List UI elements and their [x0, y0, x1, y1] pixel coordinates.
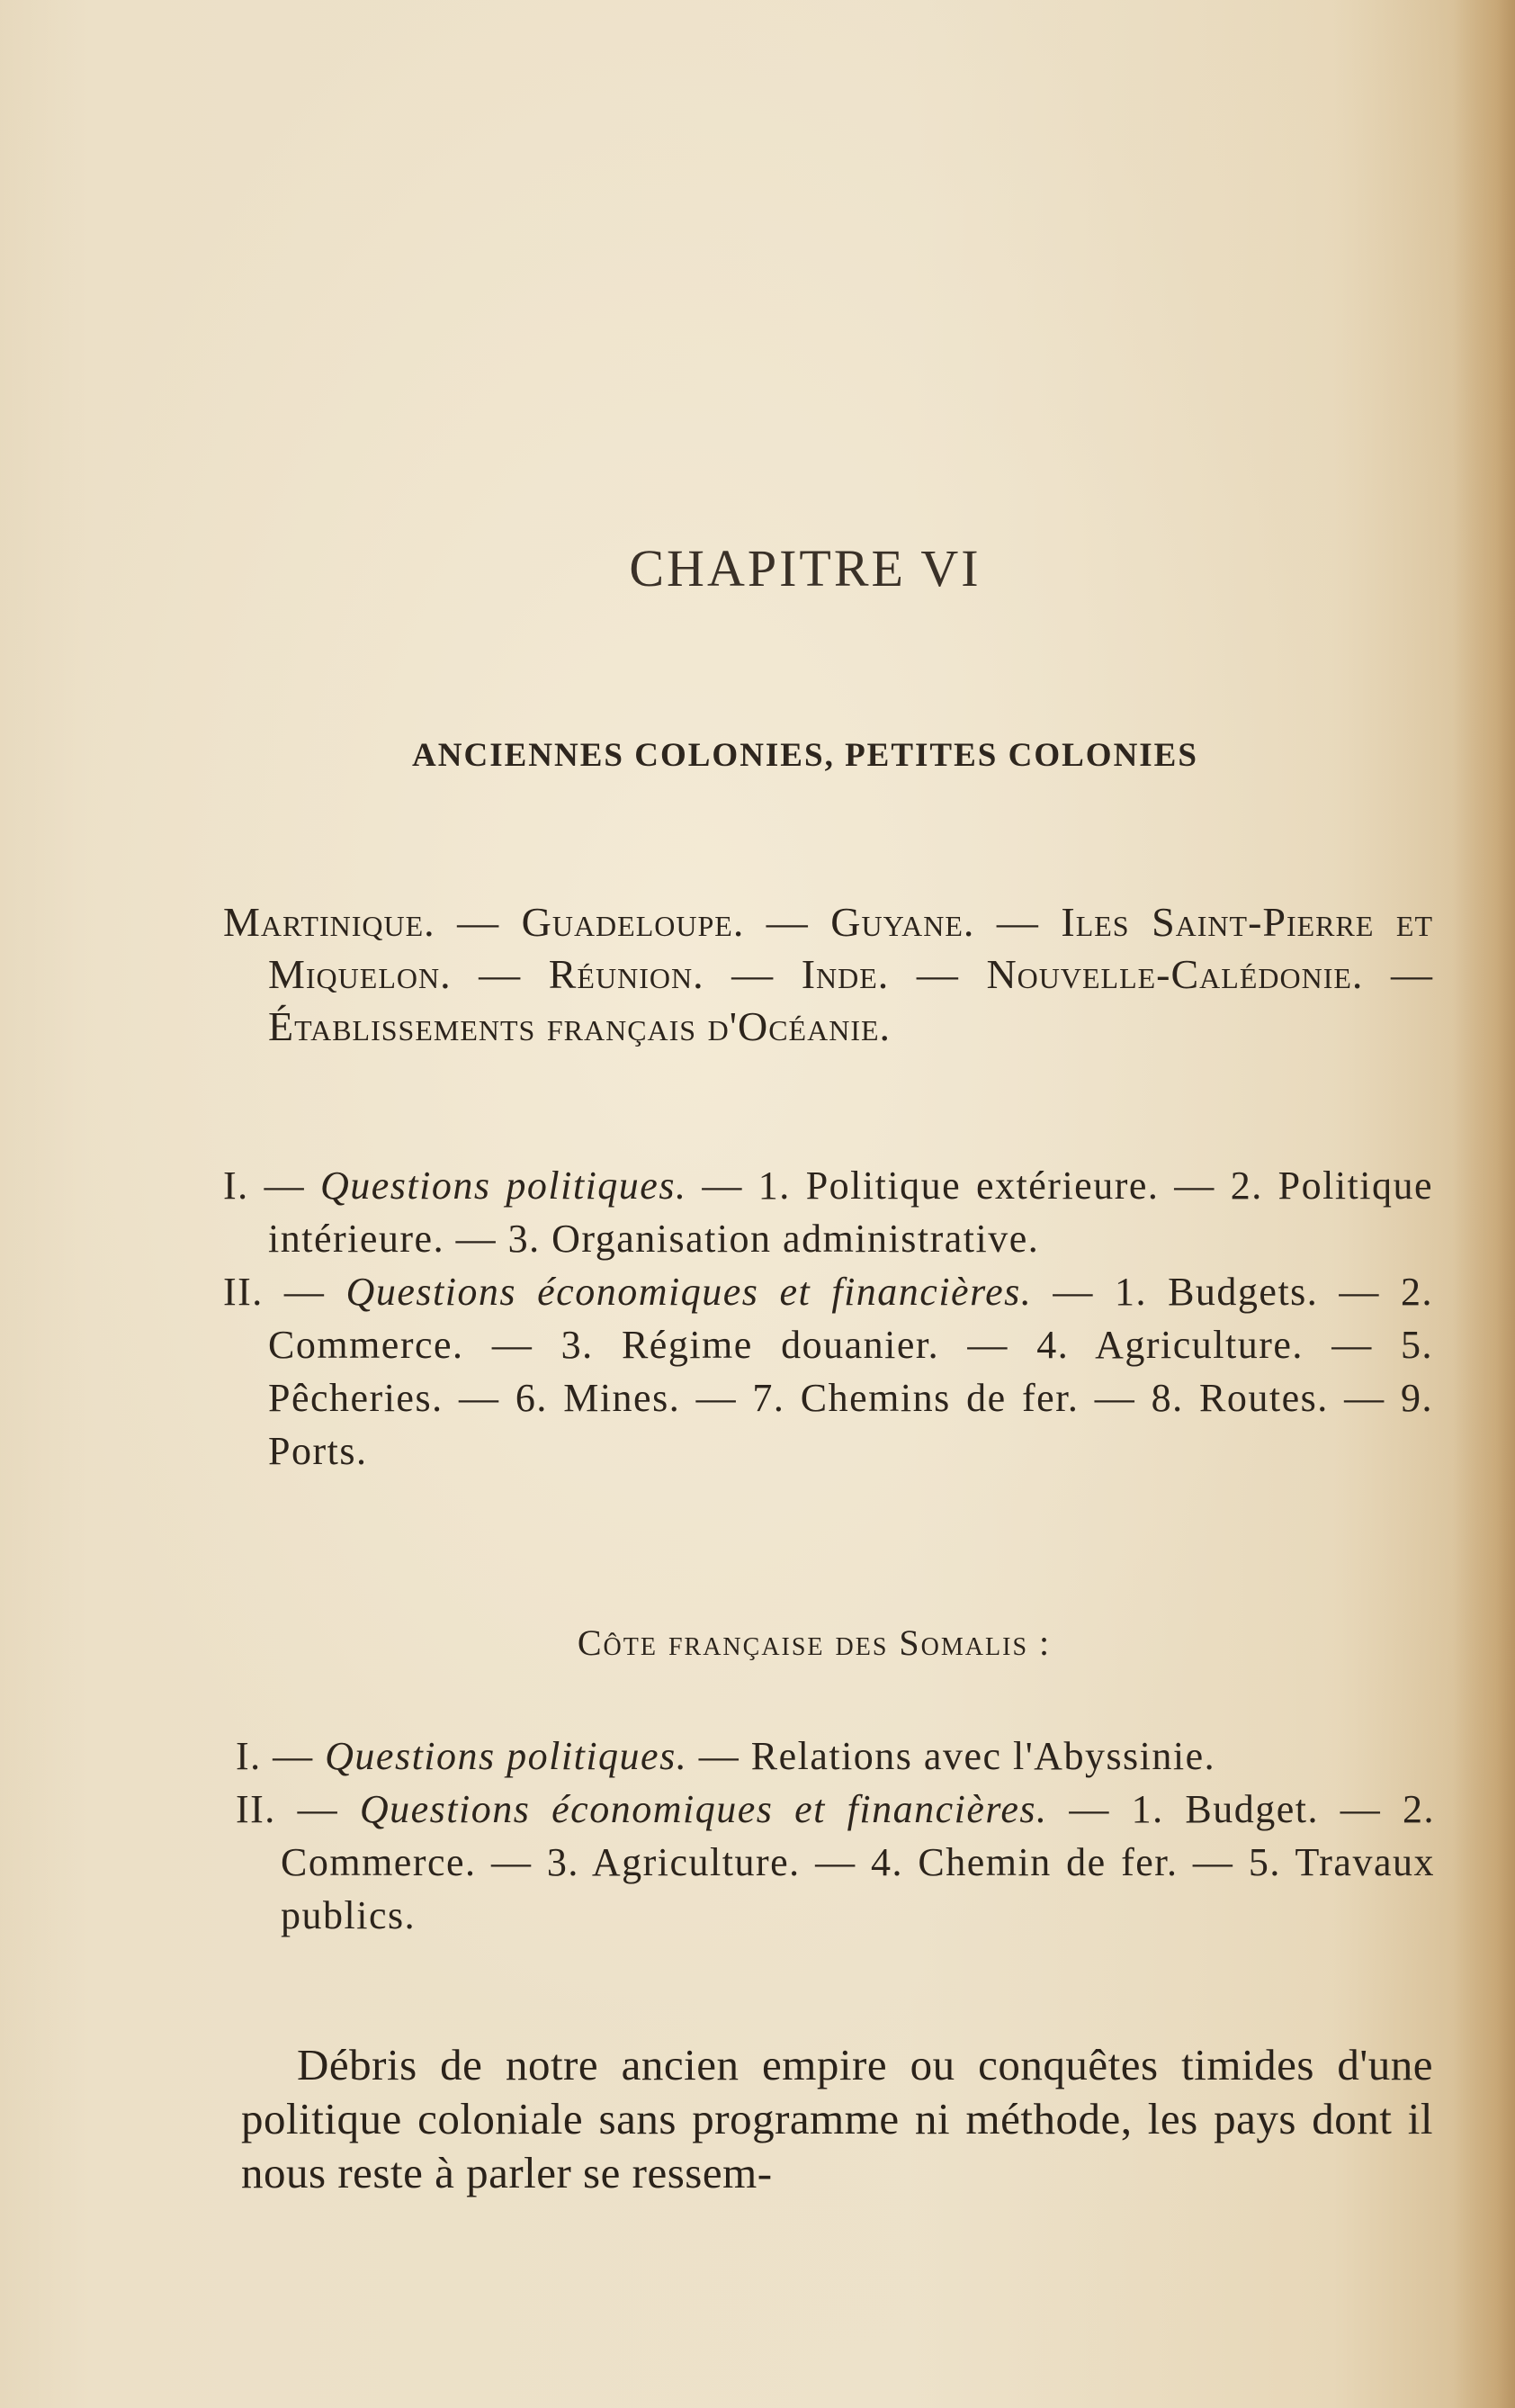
places-summary: [223, 896, 1433, 1053]
outline-item-economic: [223, 1265, 1433, 1478]
section-heading: ANCIENNES COLONIES, PETITES COLONIES: [412, 737, 1198, 774]
outline-topic: Questions politiques.: [325, 1734, 688, 1778]
outline-main: [223, 1159, 1433, 1478]
body-paragraph: Débris de notre ancien empire ou conquêtes timides d'une politique coloniale sans programme ni méthode, les pays dont il nous reste à parler se ressem-: [241, 2040, 1433, 2197]
outline-numeral: II. —: [236, 1787, 339, 1831]
somalis-heading: Côte française des Somalis :: [577, 1622, 1052, 1663]
outline-numeral: I. —: [236, 1734, 314, 1778]
outline-subtopics: — 1. Budgets. — 2. Commerce. — 3. Régime douanier. — 4. Agriculture. — 5. Pêcheries. — 6. Mines. — 7. Chemins de fer. — 8. Routes. — 9. Ports.: [268, 1270, 1434, 1473]
chapter-title: CHAPITRE VI: [629, 539, 982, 598]
page-edge-shading: [1452, 0, 1515, 2408]
outline-subtopics: — 1. Politique extérieure. — 2. Politique intérieure. — 3. Organisation administrative.: [268, 1164, 1434, 1261]
outline-numeral: II. —: [223, 1270, 326, 1314]
outline-somalis: [236, 1730, 1435, 1942]
outline-topic: Questions économiques et financières.: [345, 1270, 1033, 1314]
places-summary-text: Martinique. — Guadeloupe. — Guyane. — Iles Saint-Pierre et Miquelon. — Réunion. — Inde. — Nouvelle-Calédonie. — Établissements français d'Océanie.: [223, 899, 1433, 1049]
outline-item-political: [223, 1159, 1433, 1265]
somalis-item-economic: [236, 1783, 1435, 1942]
outline-topic: Questions économiques et financières.: [359, 1787, 1048, 1831]
outline-numeral: I. —: [223, 1164, 306, 1208]
outline-subtopics: — Relations avec l'Abyssinie.: [698, 1734, 1216, 1778]
somalis-item-political: [236, 1730, 1435, 1783]
outline-subtopics: — 1. Budget. — 2. Commerce. — 3. Agriculture. — 4. Chemin de fer. — 5. Travaux publics.: [281, 1787, 1436, 1937]
outline-topic: Questions politiques.: [320, 1164, 687, 1208]
